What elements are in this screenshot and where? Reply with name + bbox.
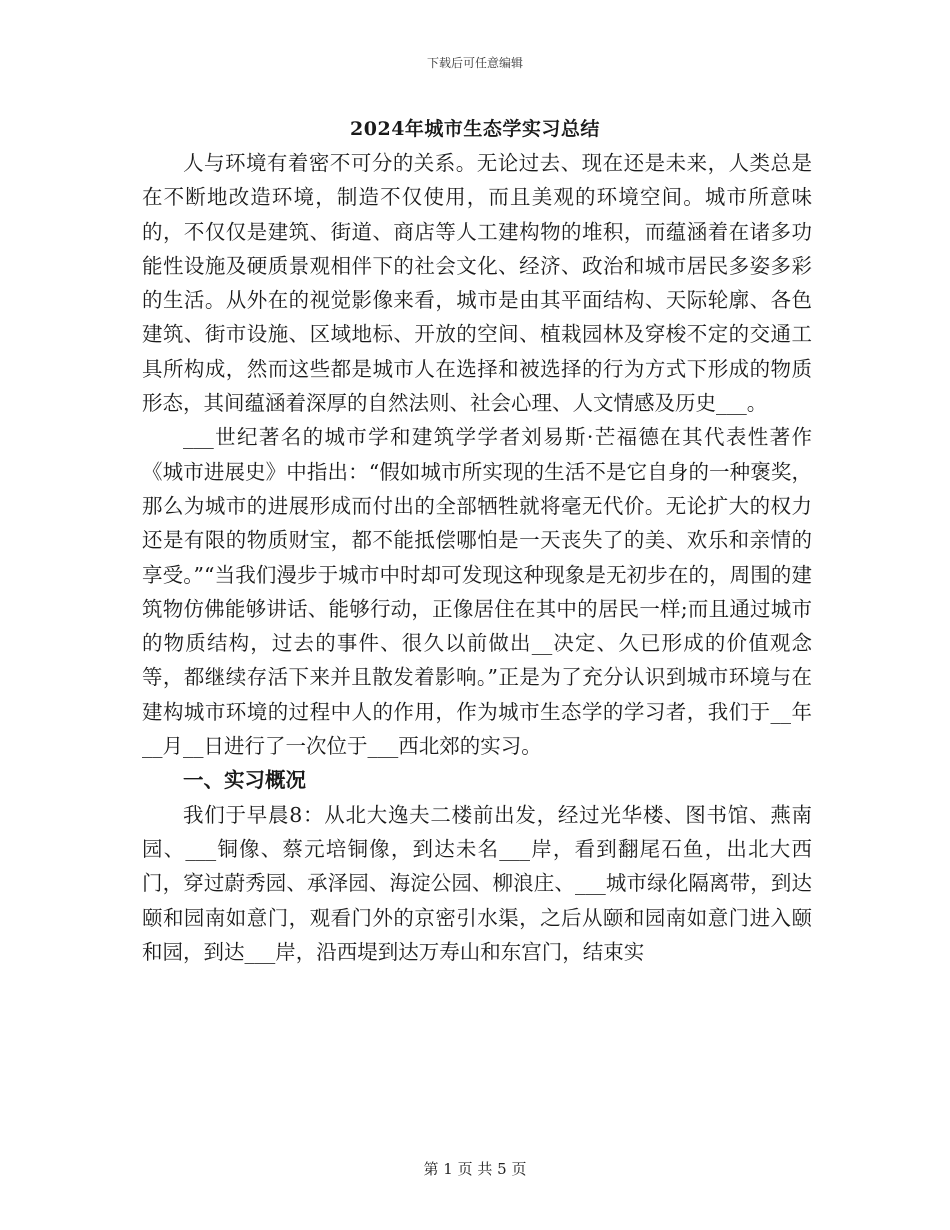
document-body [142, 146, 812, 969]
document-title: 2024年城市生态学实习总结 [350, 118, 600, 140]
paragraph-mumford: ___世纪著名的城市学和建筑学学者刘易斯·芒福德在其代表性著作《城市进展史》中指出：“假如城市所实现的生活不是它自身的一种褒奖，那么为城市的进展形成而付出的全部牺牲就将毫无代价。无论扩大的权力还是有限的物质财宝，都不能抵偿哪怕是一天丧失了的美、欢乐和亲情的享受。”“当我们漫步于城市中时却可发现这种现象是无初步在的，周围的建筑物仿佛能够讲话、能够行动，正像居住在其中的居民一样;而且通过城市的物质结构，过去的事件、很久以前做出__决定、久已形成的价值观念等，都继续存活下来并且散发着影响。”正是为了充分认识到城市环境与在建构城市环境的过程中人的作用，作为城市生态学的学习者，我们于__年__月__日进行了一次位于___西北郊的实习。 [142, 425, 812, 759]
paragraph-overview: 我们于早晨8：从北大逸夫二楼前出发，经过光华楼、图书馆、燕南园、___铜像、蔡元培铜像，到达未名___岸，看到翻尾石鱼，出北大西门，穿过蔚秀园、承泽园、海淀公园、柳浪庄、___城市绿化隔离带，到达颐和园南如意门，观看门外的京密引水渠，之后从颐和园南如意门进入颐和园，到达___岸，沿西堤到达万寿山和东宫门，结束实 [142, 802, 812, 964]
section-heading: 一、实习概况 [183, 768, 306, 793]
paragraph-intro: 人与环境有着密不可分的关系。无论过去、现在还是未来，人类总是在不断地改造环境，制造不仅使用，而且美观的环境空间。城市所意味的，不仅仅是建筑、街道、商店等人工建构物的堆积，而蕴涵着在诸多功能性设施及硬质景观相伴下的社会文化、经济、政治和城市居民多姿多彩的生活。从外在的视觉影像来看，城市是由其平面结构、天际轮廓、各色建筑、街市设施、区域地标、开放的空间、植栽园林及穿梭不定的交通工具所构成，然而这些都是城市人在选择和被选择的行为方式下形成的物质形态，其间蕴涵着深厚的自然法则、社会心理、人文情感及历史___。 [142, 151, 812, 416]
header-note: 下载后可任意编辑 [426, 56, 523, 70]
page-number: 第 1 页 共 5 页 [423, 1160, 527, 1178]
